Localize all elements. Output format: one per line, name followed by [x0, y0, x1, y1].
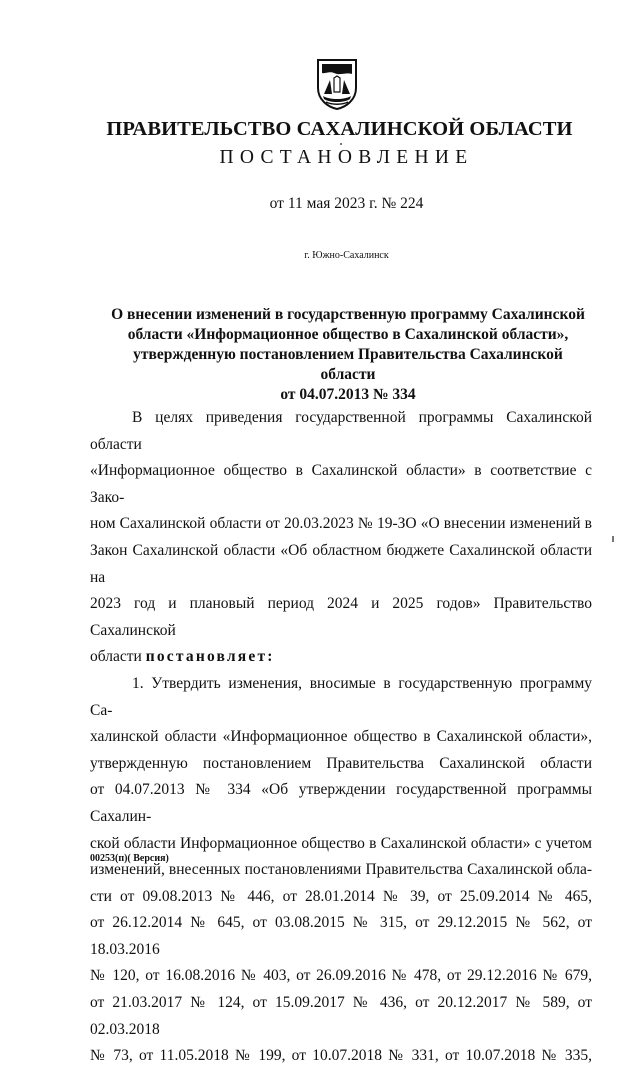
title-line: от 04.07.2013 № 334 — [280, 386, 416, 403]
document-title — [108, 305, 588, 405]
body-line: от 26.12.2014 № 645, от 03.08.2015 № 315, от 29.12.2015 № 562, от 18.03.2016 — [90, 914, 592, 958]
body-line: № 73, от 11.05.2018 № 199, от 10.07.2018 № 331, от 10.07.2018 № 335, — [90, 1047, 592, 1065]
document-date-number: от 11 мая 2023 г. № 224 — [269, 195, 424, 212]
body-line: 1. Утвердить изменения, вносимые в государственную программу Са- — [90, 674, 592, 719]
body-line: 2023 год и плановый период 2024 и 2025 годов» Правительство Сахалинской — [90, 595, 592, 639]
scan-speck — [340, 143, 342, 145]
scan-speck — [612, 536, 614, 542]
title-line: утвержденную постановлением Правительства Сахалинской области — [133, 346, 563, 383]
body-line: № 120, от 16.08.2016 № 403, от 26.09.2016 № 478, от 29.12.2016 № 679, — [90, 967, 592, 985]
body-line: «Информационное общество в Сахалинской области» в соответствие с Зако- — [90, 462, 592, 506]
body-line: ской области Информационное общество в Сахалинской области» с учетом — [90, 834, 592, 852]
document-body — [90, 405, 592, 1070]
title-line: О внесении изменений в государственную программу Сахалинской — [111, 306, 585, 323]
document-code: 00253(п)( Версия) — [90, 853, 169, 864]
body-line: Закон Сахалинской области «Об областном бюджете Сахалинской области на — [90, 541, 592, 586]
body-line: от 21.03.2017 № 124, от 15.09.2017 № 436, от 20.12.2017 № 589, от 02.03.2018 — [90, 994, 592, 1038]
title-line: области «Информационное общество в Сахалинской области», — [127, 326, 569, 343]
resolution-prefix: области — [90, 648, 146, 666]
body-line: изменений, внесенных постановлениями Правительства Сахалинской обла- — [90, 861, 592, 879]
body-line-resolution — [90, 644, 592, 671]
resolution-verb: постановляет: — [145, 648, 275, 666]
body-line: В целях приведения государственной программы Сахалинской области — [90, 409, 592, 453]
document-type-heading: ПОСТАНОВЛЕНИЕ — [219, 147, 474, 168]
document-city: г. Южно-Сахалинск — [304, 250, 389, 261]
body-line: от 04.07.2013 № 334 «Об утверждении государственной программы Сахалин- — [90, 781, 592, 825]
body-line: утвержденную постановлением Правительства Сахалинской области — [90, 754, 592, 772]
body-line: ном Сахалинской области от 20.03.2023 № 19-ЗО «О внесении изменений в — [90, 515, 592, 533]
coat-of-arms-icon — [314, 58, 360, 110]
body-line: сти от 09.08.2013 № 446, от 28.01.2014 № 39, от 25.09.2014 № 465, — [90, 887, 592, 905]
organization-heading: ПРАВИТЕЛЬСТВО САХАЛИНСКОЙ ОБЛАСТИ — [106, 118, 573, 140]
body-line: халинской области «Информационное общество в Сахалинской области», — [90, 728, 592, 746]
